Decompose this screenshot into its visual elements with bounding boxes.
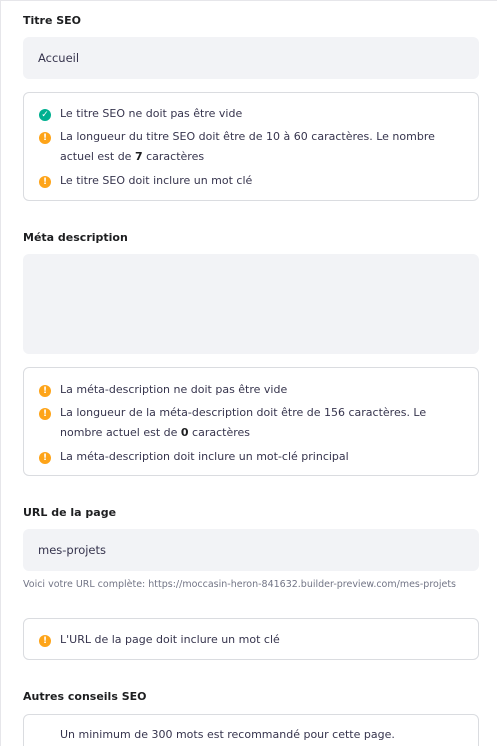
meta-description-checklist: [23, 367, 479, 476]
check-item: [39, 633, 466, 650]
check-item: [39, 383, 466, 400]
warning-icon: !: [39, 408, 51, 420]
check-item: [39, 130, 466, 167]
warning-icon: !: [39, 385, 51, 397]
check-text: La méta-description ne doit pas être vide: [60, 383, 288, 396]
seo-title-input[interactable]: [23, 37, 479, 79]
full-url-hint: Voici votre URL complète: https://moccasin-heron-841632.builder-preview.com/mes-projets: [23, 579, 457, 590]
check-item: [39, 174, 466, 191]
meta-description-textarea[interactable]: [23, 254, 479, 354]
page-url-input[interactable]: [23, 529, 479, 571]
other-seo-tips-label: Autres conseils SEO: [23, 690, 147, 703]
tip-text: Un minimum de 300 mots est recommandé pour cette page.: [60, 728, 395, 741]
check-text: Le titre SEO doit inclure un mot clé: [60, 174, 253, 187]
warning-icon: !: [39, 176, 51, 188]
warning-icon: !: [39, 635, 51, 647]
seo-title-label: Titre SEO: [23, 14, 82, 27]
page-url-label: URL de la page: [23, 506, 117, 519]
check-text: La méta-description doit inclure un mot-clé principal: [60, 450, 349, 463]
check-text: Le titre SEO ne doit pas être vide: [60, 107, 243, 120]
char-count: 0: [180, 426, 189, 439]
char-count: 7: [134, 150, 143, 163]
other-seo-tips-list: [23, 714, 479, 746]
check-text: La longueur du titre SEO doit être de 10 à 60 caractères. Le nombre actuel est de 7 caractères: [60, 130, 435, 163]
tip-item: [39, 728, 466, 746]
page-url-value: mes-projets: [38, 543, 107, 557]
check-success-icon: ✓: [39, 109, 51, 121]
check-item: [39, 450, 466, 467]
warning-icon: !: [39, 452, 51, 464]
check-item: [39, 406, 466, 443]
page-url-checklist: [23, 618, 479, 660]
meta-description-label: Méta description: [23, 231, 128, 244]
check-item: [39, 107, 466, 124]
check-text: L'URL de la page doit inclure un mot clé: [60, 633, 280, 646]
warning-icon: !: [39, 132, 51, 144]
seo-title-checklist: [23, 92, 479, 201]
seo-title-value: Accueil: [38, 51, 80, 65]
check-text: La longueur de la méta-description doit être de 156 caractères. Le nombre actuel est de 0 caractères: [60, 406, 427, 439]
